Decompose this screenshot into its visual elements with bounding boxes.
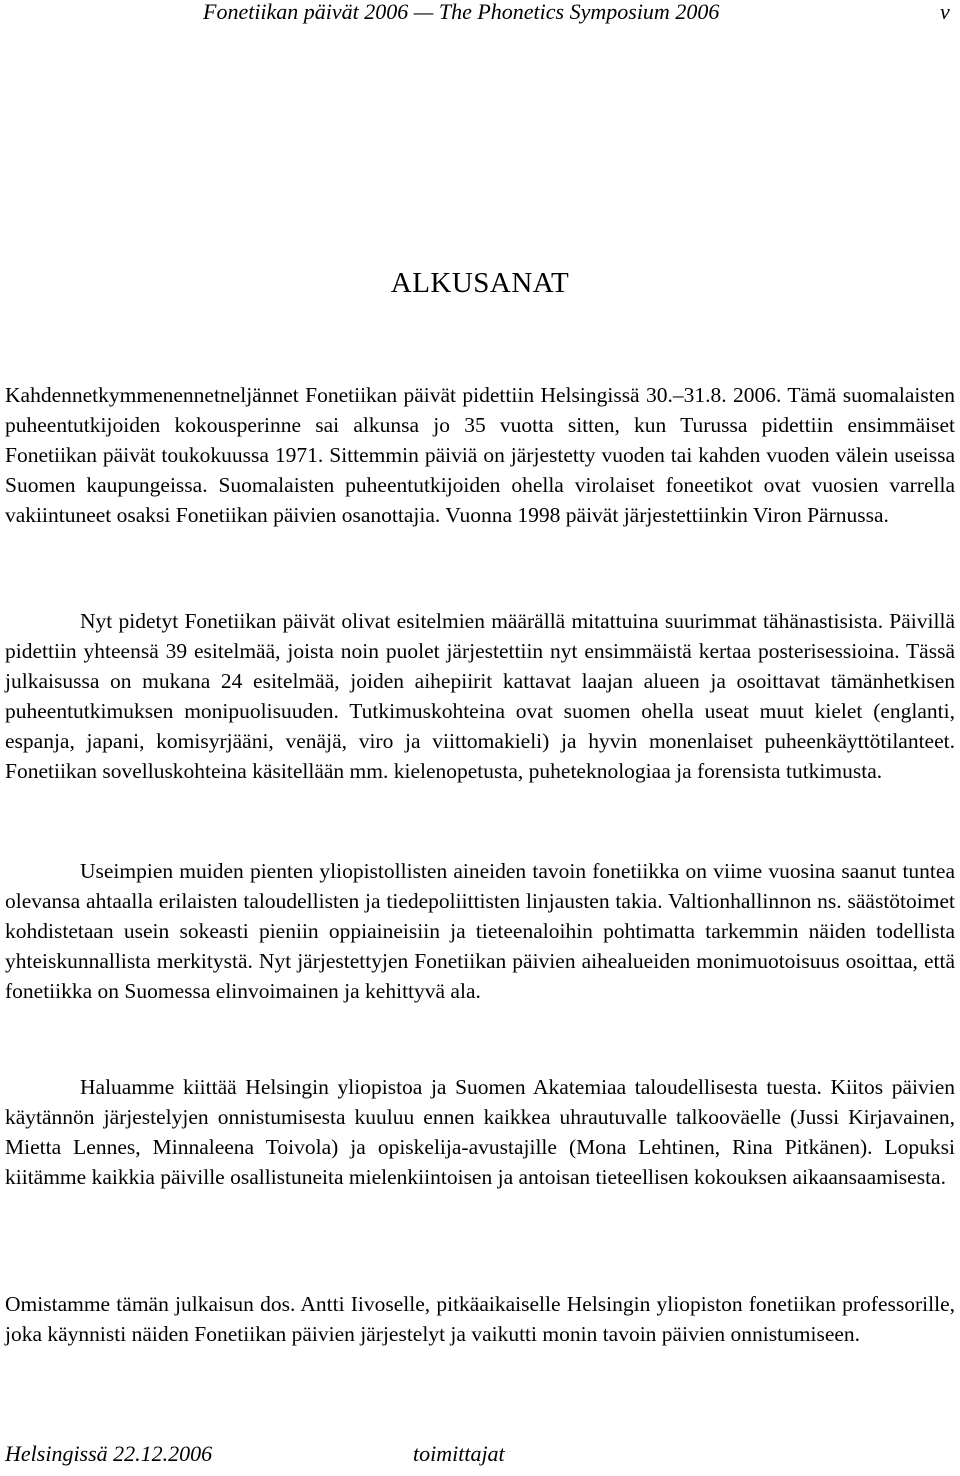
paragraph-thanks: Haluamme kiittää Helsingin yliopistoa ja Suomen Akatemiaa taloudellisesta tuesta. Kiitos päivien käytännön järjestelyjen onnistumisesta kuuluu ennen kaikkea uhrautuvalle talkooväelle (Jussi Kirjavainen, Mietta Lennes, Minnaleena Toivola) ja opiskelija-avustajille (Mona Lehtinen, Rina Pitkänen). Lopuksi kiitämme kaikkia päiville osallistuneita mielenkiintoisen ja antoisan tieteellisen kokouksen aikaansaamisesta.	[5, 1075, 955, 1190]
paragraph-dedication: Omistamme tämän julkaisun dos. Antti Iivoselle, pitkäaikaiselle Helsingin yliopiston fonetiikan professorille, joka käynnisti näiden Fonetiikan päivien järjestelyt ja vaikutti monin tavoin päivien onnistumiseen.	[5, 1292, 955, 1347]
paragraph-funding: Useimpien muiden pienten yliopistollisten aineiden tavoin fonetiikka on viime vuosina saanut tuntea olevansa ahtaalla erilaisten taloudellisten ja tiedepoliittisten linjausten takia. Valtionhallinnon ns. säästötoimet kohdistetaan usein sokeasti pieniin oppiaineisiin ja tieteenaloihin pohtimatta tarkemmin näiden todellista yhteiskunnallista merkitystä. Nyt järjestettyjen Fonetiikan päivien aihealueiden monimuotoisuus osoittaa, että fonetiikka on Suomessa elinvoimainen ja kehittyvä ala.	[5, 859, 955, 1004]
header-title: Fonetiikan päivät 2006 — The Phonetics Symposium 2006	[203, 0, 720, 24]
page-number: v	[940, 0, 950, 24]
signoff-editors: toimittajat	[413, 1441, 505, 1466]
signoff-place-date: Helsingissä 22.12.2006	[5, 1441, 213, 1466]
paragraph-history: Kahdennetkymmenennetneljännet Fonetiikan päivät pidettiin Helsingissä 30.–31.8. 2006. Tämä suomalaisten puheentutkijoiden kokousperinne sai alkunsa jo 35 vuotta sitten, kun Turussa pidettiin ensimmäiset Fonetiikan päivät toukokuussa 1971. Sittemmin päiviä on järjestetty vuoden tai kahden vuoden välein useissa Suomen kaupungeissa. Suomalaisten puheentutkijoiden ohella virolaiset foneetikot ovat vuosien varrella vakiintuneet osaksi Fonetiikan päivien osanottajia. Vuonna 1998 päivät järjestettiinkin Viron Pärnussa.	[5, 383, 955, 528]
section-title: ALKUSANAT	[390, 267, 570, 299]
paragraph-program: Nyt pidetyt Fonetiikan päivät olivat esitelmien määrällä mitattuina suurimmat tähänastisista. Päivillä pidettiin yhteensä 39 esitelmää, joista noin puolet järjestettiin nyt ensimmäistä kertaa posterisessioina. Tässä julkaisussa on mukana 24 esitelmää, joiden aihepiirit kattavat laajan alueen ja osoittavat tämänhetkisen puheentutkimuksen monipuolisuuden. Tutkimuskohteina ovat suomen ohella useat muut kielet (englanti, espanja, japani, komisyrjääni, venäjä, viro ja viittomakieli) ja hyvin monenlaiset puheenkäyttötilanteet. Fonetiikan sovelluskohteina käsitellään mm. kielenopetusta, puheteknologiaa ja forensista tutkimusta.	[5, 609, 955, 784]
